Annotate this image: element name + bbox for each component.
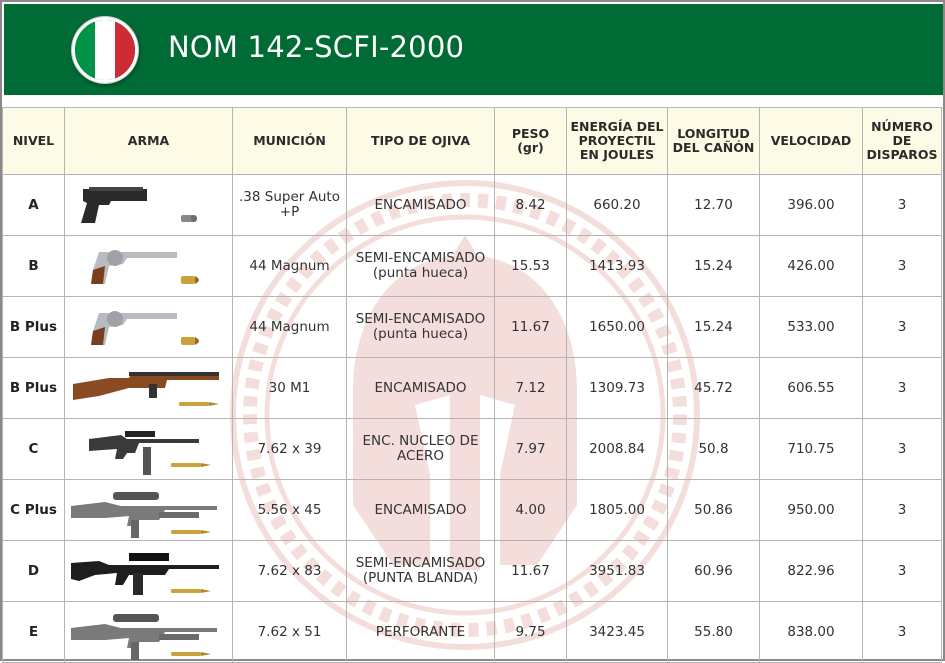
row-energia: 1413.93 [567, 236, 668, 297]
row-peso: 8.42 [495, 175, 567, 236]
revolver-icon [69, 236, 229, 296]
row-arma [65, 175, 233, 236]
row-peso: 9.75 [495, 602, 567, 663]
row-peso: 4.00 [495, 480, 567, 541]
row-disparos: 3 [863, 419, 942, 480]
row-disparos: 3 [863, 175, 942, 236]
table-row [3, 602, 942, 663]
row-tipo-ojiva: ENCAMISADO [347, 480, 495, 541]
row-tipo-ojiva: ENCAMISADO [347, 358, 495, 419]
row-longitud: 60.96 [668, 541, 760, 602]
column-header-nivel: NIVEL [3, 108, 65, 175]
row-velocidad: 822.96 [760, 541, 863, 602]
row-energia: 2008.84 [567, 419, 668, 480]
row-nivel: B Plus [3, 358, 65, 419]
column-header-disparos: NÚMERO DE DISPAROS [863, 108, 942, 175]
row-nivel: B [3, 236, 65, 297]
row-peso: 11.67 [495, 541, 567, 602]
row-arma [65, 419, 233, 480]
row-velocidad: 950.00 [760, 480, 863, 541]
row-municion: 7.62 x 83 [233, 541, 347, 602]
column-header-tipo-ojiva: TIPO DE OJIVA [347, 108, 495, 175]
scoped-rifle-icon [69, 480, 229, 540]
carbine-icon [69, 358, 229, 418]
tactical-rifle-icon [69, 541, 229, 601]
row-arma [65, 602, 233, 663]
row-velocidad: 606.55 [760, 358, 863, 419]
row-municion: 30 M1 [233, 358, 347, 419]
italy-flag-icon [72, 17, 138, 83]
column-header-peso: PESO (gr) [495, 108, 567, 175]
row-disparos: 3 [863, 358, 942, 419]
table-row [3, 480, 942, 541]
table-header-row [3, 108, 942, 175]
row-nivel: C [3, 419, 65, 480]
page-title: NOM 142-SCFI-2000 [168, 30, 465, 64]
row-nivel: A [3, 175, 65, 236]
column-header-longitud: LONGITUD DEL CAÑÓN [668, 108, 760, 175]
row-disparos: 3 [863, 297, 942, 358]
row-longitud: 12.70 [668, 175, 760, 236]
row-longitud: 55.80 [668, 602, 760, 663]
row-municion: 7.62 x 51 [233, 602, 347, 663]
row-peso: 7.12 [495, 358, 567, 419]
row-municion: .38 Super Auto +P [233, 175, 347, 236]
column-header-municion: MUNICIÓN [233, 108, 347, 175]
revolver-icon [69, 297, 229, 357]
row-tipo-ojiva: ENCAMISADO [347, 175, 495, 236]
row-arma [65, 358, 233, 419]
row-velocidad: 533.00 [760, 297, 863, 358]
row-energia: 1650.00 [567, 297, 668, 358]
row-longitud: 50.8 [668, 419, 760, 480]
row-disparos: 3 [863, 602, 942, 663]
row-arma [65, 541, 233, 602]
row-peso: 15.53 [495, 236, 567, 297]
row-tipo-ojiva: ENC. NUCLEO DE ACERO [347, 419, 495, 480]
row-municion: 5.56 x 45 [233, 480, 347, 541]
scoped-rifle-icon [69, 602, 229, 662]
row-velocidad: 838.00 [760, 602, 863, 663]
row-nivel: C Plus [3, 480, 65, 541]
row-longitud: 50.86 [668, 480, 760, 541]
row-disparos: 3 [863, 541, 942, 602]
ballistic-spec-table [2, 107, 942, 663]
row-peso: 7.97 [495, 419, 567, 480]
row-nivel: B Plus [3, 297, 65, 358]
column-header-arma: ARMA [65, 108, 233, 175]
row-arma [65, 480, 233, 541]
table-row [3, 175, 942, 236]
row-tipo-ojiva: SEMI-ENCAMISADO (punta hueca) [347, 297, 495, 358]
row-nivel: E [3, 602, 65, 663]
row-energia: 660.20 [567, 175, 668, 236]
table-row [3, 541, 942, 602]
table-row [3, 236, 942, 297]
row-tipo-ojiva: PERFORANTE [347, 602, 495, 663]
header-bar [4, 4, 943, 95]
row-longitud: 15.24 [668, 297, 760, 358]
row-municion: 7.62 x 39 [233, 419, 347, 480]
assault-rifle-icon [69, 419, 229, 479]
table-row [3, 419, 942, 480]
row-tipo-ojiva: SEMI-ENCAMISADO (PUNTA BLANDA) [347, 541, 495, 602]
pistol-icon [69, 175, 229, 235]
row-arma [65, 297, 233, 358]
row-velocidad: 396.00 [760, 175, 863, 236]
row-energia: 3951.83 [567, 541, 668, 602]
row-nivel: D [3, 541, 65, 602]
row-longitud: 15.24 [668, 236, 760, 297]
row-arma [65, 236, 233, 297]
row-peso: 11.67 [495, 297, 567, 358]
row-longitud: 45.72 [668, 358, 760, 419]
row-tipo-ojiva: SEMI-ENCAMISADO (punta hueca) [347, 236, 495, 297]
table-row [3, 297, 942, 358]
row-municion: 44 Magnum [233, 297, 347, 358]
row-energia: 3423.45 [567, 602, 668, 663]
row-municion: 44 Magnum [233, 236, 347, 297]
row-energia: 1805.00 [567, 480, 668, 541]
row-disparos: 3 [863, 480, 942, 541]
table-row [3, 358, 942, 419]
row-disparos: 3 [863, 236, 942, 297]
column-header-velocidad: VELOCIDAD [760, 108, 863, 175]
row-energia: 1309.73 [567, 358, 668, 419]
row-velocidad: 426.00 [760, 236, 863, 297]
row-velocidad: 710.75 [760, 419, 863, 480]
column-header-energia: ENERGÍA DEL PROYECTIL EN JOULES [567, 108, 668, 175]
